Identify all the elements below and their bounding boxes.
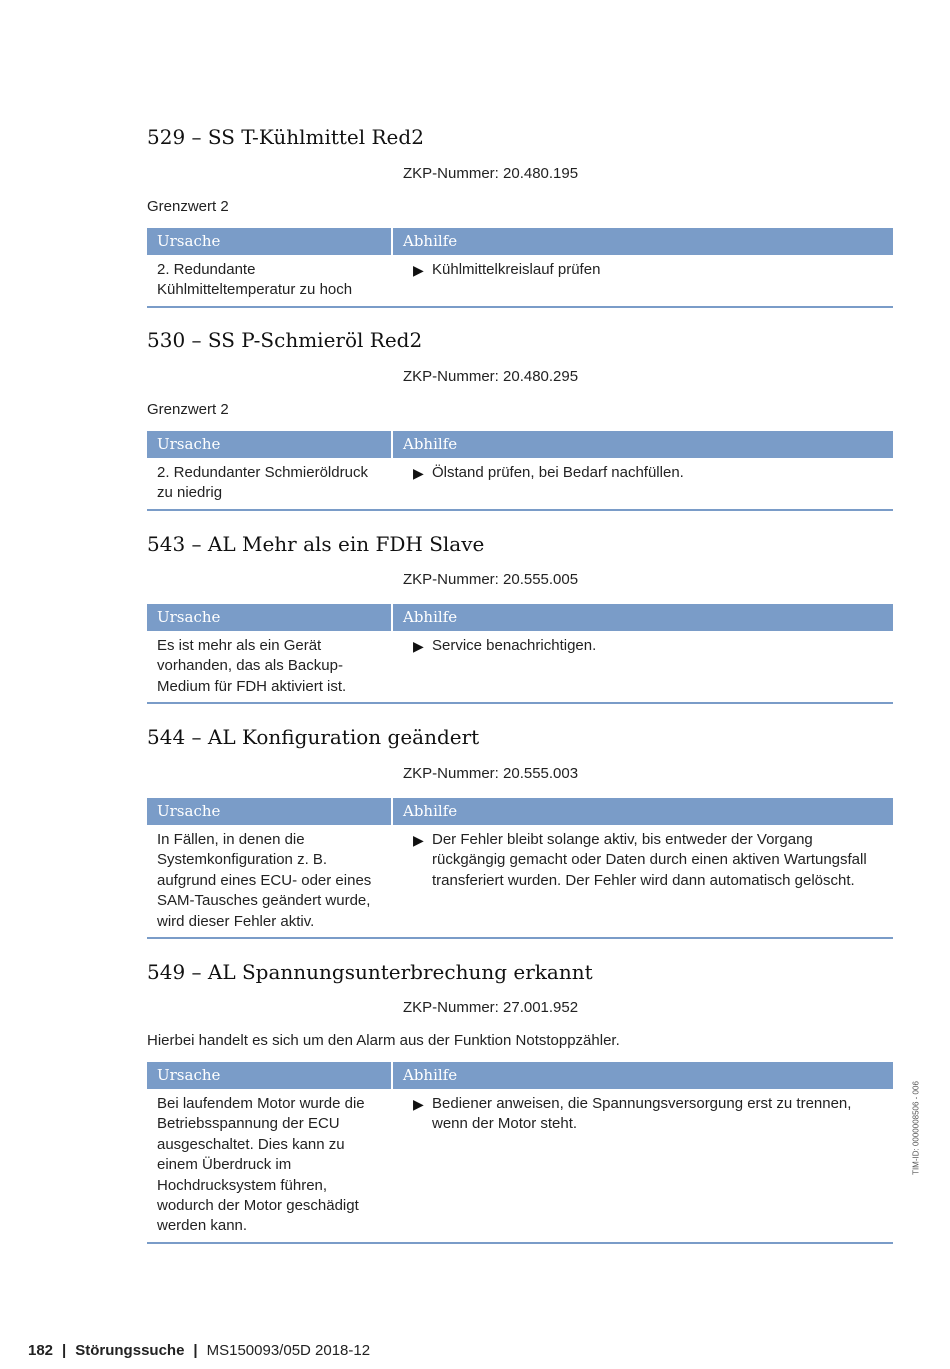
cause-remedy-table: [147, 228, 893, 308]
triangle-right-icon: ▶: [413, 832, 424, 848]
header-cause: Ursache: [147, 1062, 393, 1089]
section-title: 543 – AL Mehr als ein FDH Slave: [147, 532, 485, 556]
remedy-cell: [393, 830, 893, 932]
cause-cell: 2. Redundanter Schmieröldruck zu niedrig: [157, 464, 368, 502]
remedy-text: Bediener anweisen, die Spannungsversorgung erst zu trennen, wenn der Motor steht.: [432, 1095, 852, 1133]
table-row: [147, 825, 893, 937]
header-remedy: Abhilfe: [403, 232, 458, 250]
footer-separator: |: [62, 1342, 67, 1359]
chapter-name: Störungssuche: [75, 1342, 185, 1359]
section-title: 544 – AL Konfiguration geändert: [147, 725, 480, 749]
zkp-number: ZKP-Nummer: 20.555.003: [403, 765, 579, 782]
table-header: [147, 228, 893, 255]
table-header: [147, 1062, 893, 1089]
cause-cell: In Fällen, in denen die Systemkonfiguration z. B. aufgrund eines ECU- oder eines SAM-Tausches geändert wurde, wird dieser Fehler aktiv.: [157, 831, 372, 930]
cause-cell: Bei laufendem Motor wurde die Betriebsspannung der ECU ausgeschaltet. Dies kann zu einem Überdruck im Hochdrucksystem führen, wodurch der Motor geschädigt werden kann.: [157, 1095, 365, 1235]
header-cause: Ursache: [147, 228, 393, 255]
remedy-text: Der Fehler bleibt solange aktiv, bis entweder der Vorgang rückgängig gemacht oder Daten durch einen aktiven Wartungsfall transferiert wurden. Der Fehler wird dann automatisch gelöscht.: [432, 831, 867, 889]
remedy-cell: [393, 260, 893, 301]
alarm-note: Hierbei handelt es sich um den Alarm aus der Funktion Notstoppzähler.: [147, 1032, 620, 1049]
header-cause: Ursache: [147, 604, 393, 631]
zkp-number: ZKP-Nummer: 27.001.952: [403, 999, 579, 1016]
remedy-cell: [393, 463, 893, 504]
zkp-number: ZKP-Nummer: 20.480.295: [403, 368, 579, 385]
table-header: [147, 604, 893, 631]
header-remedy: Abhilfe: [403, 608, 458, 626]
remedy-text: Service benachrichtigen.: [432, 637, 597, 654]
section-title: 549 – AL Spannungsunterbrechung erkannt: [147, 960, 593, 984]
table-row: [147, 1089, 893, 1242]
page-footer: [28, 1341, 370, 1361]
document-id: MS150093/05D 2018-12: [206, 1342, 371, 1359]
remedy-text: Ölstand prüfen, bei Bedarf nachfüllen.: [432, 464, 684, 481]
header-remedy: Abhilfe: [403, 802, 458, 820]
header-cause: Ursache: [147, 798, 393, 825]
section-title: 530 – SS P-Schmieröl Red2: [147, 328, 423, 352]
table-row: [147, 631, 893, 702]
remedy-cell: [393, 636, 893, 697]
remedy-text: Kühlmittelkreislauf prüfen: [432, 261, 601, 278]
remedy-cell: [393, 1094, 893, 1237]
section-title: 529 – SS T-Kühlmittel Red2: [147, 125, 424, 149]
triangle-right-icon: ▶: [413, 465, 424, 481]
limit-note: Grenzwert 2: [147, 198, 229, 215]
table-header: [147, 798, 893, 825]
cause-cell: 2. Redundante Kühlmitteltemperatur zu hoch: [157, 261, 353, 299]
cause-cell: Es ist mehr als ein Gerät vorhanden, das als Backup-Medium für FDH aktiviert ist.: [157, 637, 347, 695]
triangle-right-icon: ▶: [413, 1096, 424, 1112]
limit-note: Grenzwert 2: [147, 401, 229, 418]
table-row: [147, 458, 893, 509]
header-remedy: Abhilfe: [403, 435, 458, 453]
cause-remedy-table: [147, 431, 893, 511]
cause-remedy-table: [147, 604, 893, 704]
table-row: [147, 255, 893, 306]
footer-separator: |: [193, 1342, 198, 1359]
header-remedy: Abhilfe: [403, 1066, 458, 1084]
header-cause: Ursache: [147, 431, 393, 458]
zkp-number: ZKP-Nummer: 20.555.005: [403, 571, 579, 588]
page-number: 182: [28, 1342, 54, 1359]
triangle-right-icon: ▶: [413, 262, 424, 278]
cause-remedy-table: [147, 798, 893, 939]
table-header: [147, 431, 893, 458]
zkp-number: ZKP-Nummer: 20.480.195: [403, 165, 579, 182]
triangle-right-icon: ▶: [413, 638, 424, 654]
side-id-text: TIM-ID: 0000008506 - 006: [911, 1081, 921, 1175]
cause-remedy-table: [147, 1062, 893, 1244]
